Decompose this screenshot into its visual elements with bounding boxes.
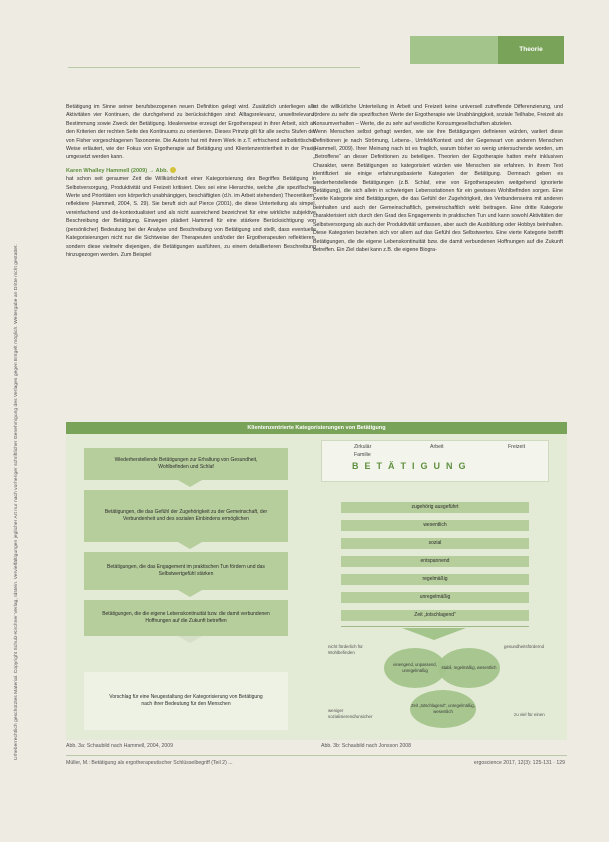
label-bottom-left: weniger sozialisierend/unsicher	[328, 708, 373, 719]
category-box-4: Betätigungen, die die eigene Lebenskontinuität bzw. die damit verbundenen Hoffnungen auf die Zukunft betreffen	[84, 600, 288, 636]
caption-right-text: Abb. 3b: Schaubild nach Jonsson 2008	[321, 743, 411, 749]
subheading-text: Karen Whalley Hammell (2009) → Abb.	[66, 167, 169, 174]
arrow-down-icon	[178, 542, 202, 549]
caption-left-text: Abb. 3a: Schaubild nach Hammell, 2004, 2009	[66, 743, 173, 749]
figure-header: Klientenzentrierte Kategorisierungen von Betätigung	[66, 422, 567, 434]
funnel-arrow-icon	[402, 628, 466, 640]
section-tab: Theorie	[498, 36, 564, 64]
figure-marker-icon	[170, 167, 176, 173]
left-paragraph-1: Betätigung im Sinne seiner berufsbezogenen neuen Definition gelegt wird. Zusätzlich unterliegen alle Aktivitäten vier Kontinuen, die durchgehend zu berücksichtigen sind: Alltagsrelevanz, unweltrelevanz, Bestimmung sowie Zweck der Betätigung. Idealerweise erzeugt der Ergotherapeut in ihrer Arbeit, sich an den Kriterien der rechten Seite des Kontinuums zu orientieren. Dieses Prinzip gilt für alle sechs Stufen der von Fisher vorgeschlagenen Taxonomie. Die Autorin hat mit ihrem Werk in z.T. erfrischend selbstkritischer Weise erläutert, wie der Fokus von Ergotherapie auf Betätigung und Klientenzentriertheit in der Praxis umgesetzt werden kann.	[66, 104, 316, 161]
betaetigung-word-1: Zirkulär	[354, 444, 372, 450]
label-bottom-right: zu viel für einen	[514, 712, 545, 717]
caption-right	[321, 743, 411, 749]
subheading	[66, 167, 316, 175]
ellipse-1: einengend, unpassend, unregelmäßig	[384, 648, 446, 688]
left-text-column	[66, 103, 316, 259]
quality-bar-2: wesentlich	[341, 520, 529, 531]
left-paragraph-2: hat schon seit geraumer Zeit die Willkürlichkeit einer Kategorisierung des Begriffes Betätigung in Selbstversorgung, Produktivität und Freizeit kritisiert. Dies sei eine Hierarchie, welche „die spezifischen Werte und Prioritäten von körperlich unabhängigen, beschäftigten (d.h. im Arbeit stehenden) Theoretikern“ reflektiere (Hammell, 2004, S. 29). Sie beruft sich auf Pierce (2001), die diese Unterteilung als simpel, vereinfachend und de-kontextualisiert und als nicht ausreichend bezeichnet für eine wirkliche subjektive Beschreibung der Betätigung. Einwegen plädiert Hammell für eine stärkere Berücksichtigung von (persönlicher) Bedeutung bei der Analyse und Beschreibung von Betätigung und stellt, dass eventuelle Kategorisierungen nicht nur die Sichtweise der Therapeuten und/oder der Ergotherapeuten reflektieren, sondern diese vielmehr diejenigen, die Betätigungen ausführen, zu einem detaillierteren Beschreibung hinzugezogen werden. Zum Beispiel	[66, 176, 316, 258]
ellipse-3: Zeit „totschlagend“, unregelmäßig, wesentlich	[410, 690, 476, 728]
category-box-1: Wiederherstellende Betätigungen zur Erhaltung von Gesundheit, Wohlbefinden und Schlaf	[84, 448, 288, 480]
footer-rule	[66, 755, 567, 756]
right-paragraph-1: ist die willkürliche Unterteilung in Arbeit und Freizeit keine universell zutreffende Differenzierung, und fördere zu sehr die spezifischen Werte der Ergotherapie wie Unabhängigkeit, soziale Teilhabe, Freizeit als Konsumverhalten – Werte, die zu sehr auf westliche Konsumgesellschaften abzielen.	[313, 104, 563, 127]
betaetigung-word-4: Familie	[354, 452, 371, 458]
header-rule	[68, 67, 360, 68]
quality-bar-1: zugehörig ausgeführt	[341, 502, 529, 513]
arrow-down-icon	[178, 590, 202, 597]
betaetigung-word-2: Arbeit	[430, 444, 444, 450]
arrow-down-icon	[178, 636, 202, 643]
betaetigung-title: BETÄTIGUNG	[352, 461, 472, 471]
divider-line	[341, 626, 529, 627]
quality-bar-6: unregelmäßig	[341, 592, 529, 603]
label-top-left: nicht förderlich für Wohlbefinden	[328, 644, 363, 655]
right-paragraph-2: Wenn Menschen selbst gefragt werden, wie sie ihre Betätigungen definieren würden, variiert diese Definitionen je nach Strömung, Lebens-, Umfeld/Kontext und der Gegenwart von anderen Menschen (Hammell, 2009). Ihrer Meinung nach ist es fraglich, warum bisher so wenig untersuchende worden, um „Betroffene“ an dieser Definitionen zu beteiligen. Theorien der Ergotherapie hatten mehr inklusiven Charakter, wenn Betätigungen so kategorisiert würden wie Menschen sie erfahren. In ihrem Text identifiziert sie einige erfahrungsbasierte Kategorien der Betätigung. Demnach geben es wiederherstellende Betätigungen (z.B. Schlaf, eine von Ergotherapeuten weitgehend ignorierte Betätigung), die sich allein in schwierigen Lebensstationen für ein gewisses Wohlbefinden sorgen. Eine zweite Kategorie sind Betätigungen, die das Gefühl der Zugehörigkeit, des Verbundenseins mit anderen beinhalten und auch der Gemeinschaftlich, gemeinschaftlich wirkt beitragen. Eine dritte Kategorie charakterisiert sich durch den Grad des Engagements in praktischen Tun und kann sowohl Aktivitäten der Selbstversorgung als auch der Produktivität umfassen, aber auch die Ausbildung oder Hobbys beinhalten. Diese Kategorien beziehen sich vor allem auf das Gefühl des Selbstwertes. Eine vierte Kategorie betrifft Betätigungen, die die eigene Lebenskontinuität bzw. die damit verbundenen Hoffnungen auf die Zukunft betreffen. Ein Ziel dabei kann z.B. die eigene Biogra-	[313, 129, 563, 253]
caption-left	[66, 743, 173, 749]
side-copyright-text: Urheberrechtlich geschütztes Material. Copyright Schulz-Kirchner Verlag, Idstein. Vervielfältigungen jeglicher Art nur nach vorheriger schriftlicher Genehmigung des Verlages gegen Entgelt möglich. Weitergabe an Dritte nicht gestattet.	[14, 244, 19, 760]
category-summary: Vorschlag für eine Neugestaltung der Kategorisierung von Betätigung nach ihrer Bedeutung für den Menschen	[84, 672, 288, 730]
ellipse-2: stabil, regelmäßig, wesentlich	[438, 648, 500, 688]
betaetigung-box	[321, 440, 549, 482]
footer-page-info: ergoscience 2017, 12(3): 125-131 · 129	[473, 760, 565, 766]
quality-bar-7: Zeit „totschlagend“	[341, 610, 529, 621]
figure-panel	[66, 422, 567, 740]
footer-citation: Müller, M.: Betätigung als ergotherapeutischer Schlüsselbegriff (Teil 2) ...	[66, 760, 233, 766]
category-box-2: Betätigungen, die das Gefühl der Zugehörigkeit zu der Gemeinschaft, der Verbundenheit und des sozialen Einbindens ermöglichen	[84, 490, 288, 542]
quality-bar-3: sozial	[341, 538, 529, 549]
betaetigung-word-3: Freizeit	[508, 444, 526, 450]
category-box-3: Betätigungen, die das Engagement im praktischen Tun fördern und das Selbstwertgefühl stärken	[84, 552, 288, 590]
section-tab-accent	[410, 36, 498, 64]
quality-bar-5: regelmäßig	[341, 574, 529, 585]
quality-bar-4: entspannend	[341, 556, 529, 567]
right-text-column	[313, 103, 563, 254]
label-top-right: gesundheitsfördernd	[504, 644, 545, 649]
side-copyright-note	[14, 70, 22, 760]
arrow-down-icon	[178, 480, 202, 487]
